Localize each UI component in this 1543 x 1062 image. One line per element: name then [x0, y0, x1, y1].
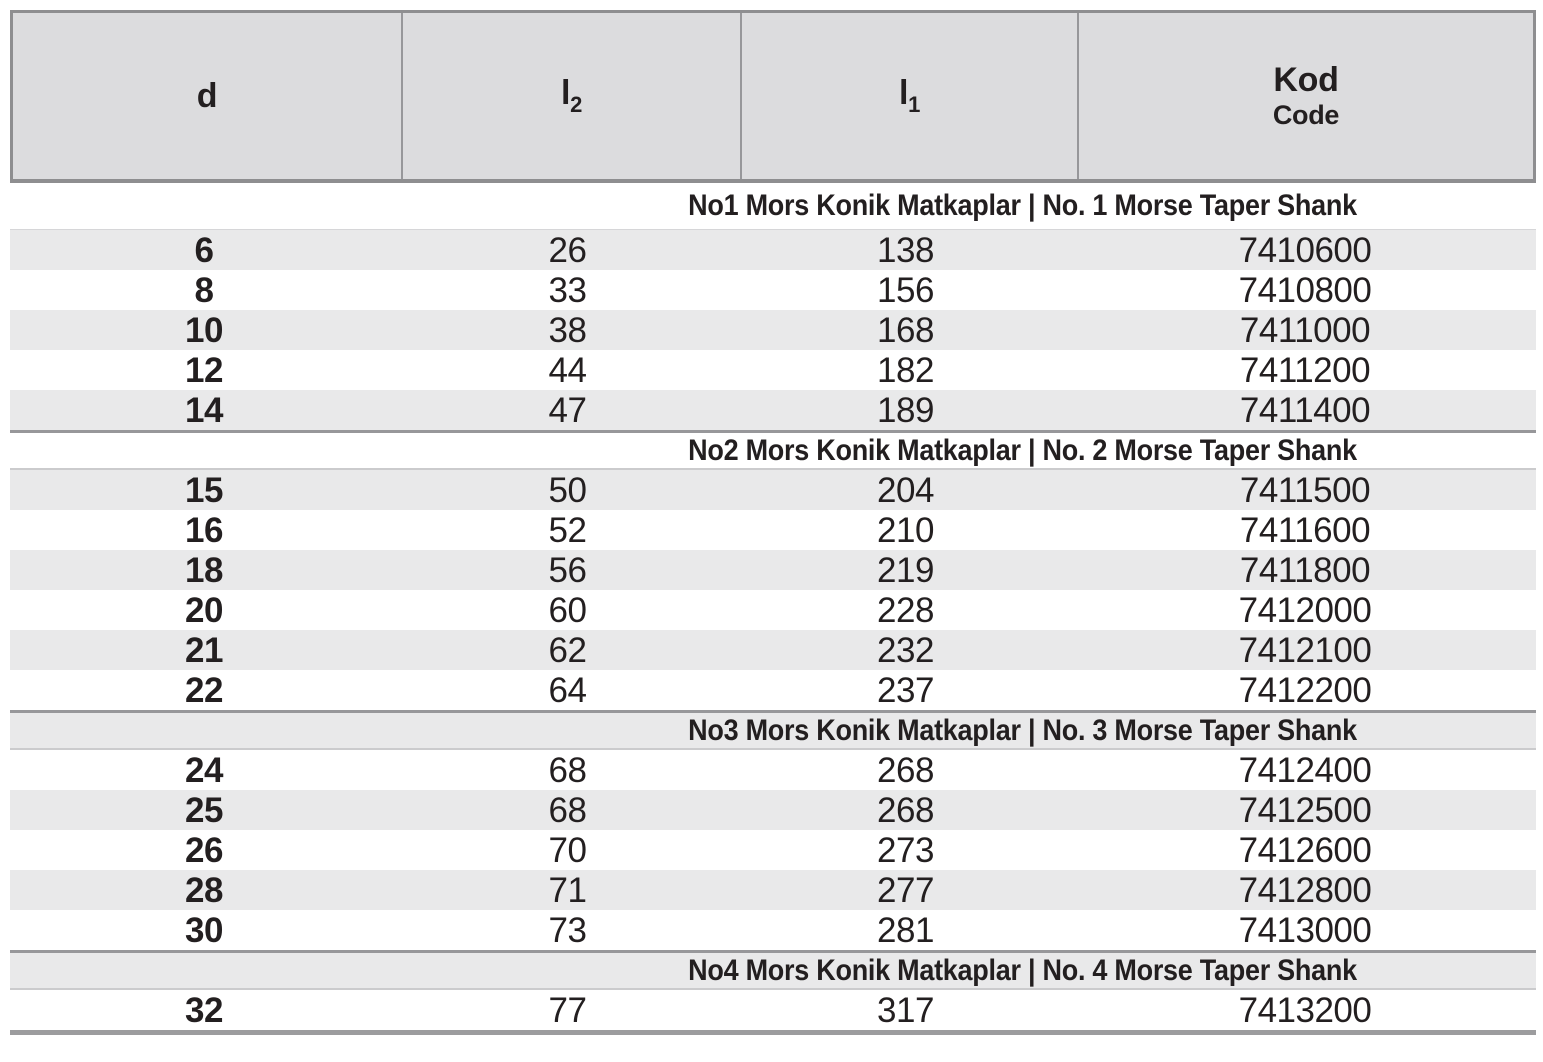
cell-l1: 232 — [877, 630, 934, 670]
table-row — [10, 990, 1536, 1030]
cell-l1: 268 — [877, 750, 934, 790]
column-header-code-label: Kod Code — [1272, 60, 1340, 131]
cell-code: 7412000 — [1238, 590, 1372, 630]
cell-d: 21 — [185, 630, 223, 670]
column-header-l1-label: $l_1$ — [898, 74, 921, 117]
section-title-row — [10, 430, 1536, 470]
cell-code: 7412100 — [1238, 630, 1372, 670]
cell-l1: 182 — [877, 350, 934, 390]
table-row — [10, 230, 1536, 270]
cell-code: 7412500 — [1238, 790, 1372, 830]
cell-code: 7413200 — [1238, 990, 1372, 1030]
cell-d: 28 — [185, 870, 223, 910]
cell-l1: 277 — [877, 870, 934, 910]
column-header-l2 — [401, 13, 740, 179]
cell-d: 18 — [185, 550, 223, 590]
table-body — [10, 183, 1536, 1030]
cell-d: 16 — [185, 510, 223, 550]
cell-l2: 60 — [548, 590, 587, 630]
morse-taper-drill-spec-table — [10, 10, 1536, 1035]
cell-d: 6 — [194, 230, 214, 270]
cell-l1: 273 — [877, 830, 934, 870]
cell-l1: 268 — [877, 790, 934, 830]
cell-l2: 52 — [548, 510, 587, 550]
cell-l2: 64 — [548, 670, 587, 710]
section-title-row — [10, 710, 1536, 750]
section-title-row — [10, 950, 1536, 990]
cell-code: 7412600 — [1238, 830, 1372, 870]
table-row — [10, 510, 1536, 550]
cell-d: 20 — [185, 590, 223, 630]
cell-l1: 204 — [877, 470, 934, 510]
cell-d: 10 — [185, 310, 223, 350]
cell-l2: 44 — [548, 350, 587, 390]
cell-l2: 47 — [548, 390, 587, 430]
cell-l2: 62 — [548, 630, 587, 670]
table-row — [10, 350, 1536, 390]
cell-l2: 77 — [548, 990, 587, 1030]
cell-d: 24 — [185, 750, 223, 790]
table-row — [10, 670, 1536, 710]
cell-code: 7412400 — [1238, 750, 1372, 790]
section-title: No2 Mors Konik Matkaplar | No. 2 Morse Taper Shank — [688, 433, 1358, 467]
cell-l1: 317 — [877, 990, 934, 1030]
cell-code: 7411600 — [1239, 510, 1371, 550]
cell-d: 8 — [194, 270, 214, 310]
cell-l2: 68 — [548, 790, 587, 830]
cell-l2: 26 — [548, 230, 587, 270]
cell-l1: 228 — [877, 590, 934, 630]
cell-code: 7411400 — [1239, 390, 1371, 430]
cell-l1: 210 — [877, 510, 934, 550]
column-header-code — [1077, 13, 1533, 179]
section-title: No1 Mors Konik Matkaplar | No. 1 Morse Taper Shank — [688, 189, 1358, 222]
table-row — [10, 790, 1536, 830]
table-row — [10, 910, 1536, 950]
cell-l2: 71 — [548, 870, 587, 910]
cell-l2: 56 — [548, 550, 587, 590]
table-row — [10, 590, 1536, 630]
cell-l2: 33 — [548, 270, 587, 310]
section-title: No4 Mors Konik Matkaplar | No. 4 Morse Taper Shank — [688, 953, 1358, 987]
cell-code: 7411800 — [1239, 550, 1371, 590]
cell-d: 15 — [185, 470, 223, 510]
cell-code: 7412200 — [1238, 670, 1372, 710]
table-row — [10, 310, 1536, 350]
table-row — [10, 830, 1536, 870]
section-title: No3 Mors Konik Matkaplar | No. 3 Morse Taper Shank — [688, 713, 1358, 747]
table-row — [10, 750, 1536, 790]
cell-code: 7413000 — [1238, 910, 1372, 950]
column-header-d — [13, 13, 401, 179]
cell-l1: 281 — [877, 910, 934, 950]
cell-d: 14 — [185, 390, 223, 430]
table-bottom-border — [10, 1030, 1536, 1035]
cell-d: 30 — [185, 910, 223, 950]
cell-l2: 70 — [548, 830, 587, 870]
cell-code: 7410600 — [1238, 230, 1372, 270]
cell-code: 7412800 — [1238, 870, 1372, 910]
cell-l1: 156 — [877, 270, 934, 310]
cell-code: 7411500 — [1239, 470, 1371, 510]
cell-l2: 73 — [548, 910, 587, 950]
column-header-l2-label: $l_2$ — [560, 74, 583, 117]
cell-code: 7411200 — [1239, 350, 1371, 390]
cell-l1: 138 — [877, 230, 934, 270]
cell-code: 7411000 — [1239, 310, 1371, 350]
column-header-l1 — [740, 13, 1077, 179]
cell-d: 22 — [185, 670, 223, 710]
table-row — [10, 870, 1536, 910]
cell-d: 32 — [185, 990, 223, 1030]
cell-l2: 68 — [548, 750, 587, 790]
cell-l1: 189 — [877, 390, 934, 430]
cell-l1: 237 — [877, 670, 934, 710]
table-row — [10, 390, 1536, 430]
section-title-row — [10, 183, 1536, 230]
cell-d: 25 — [185, 790, 223, 830]
cell-d: 26 — [185, 830, 223, 870]
cell-l1: 168 — [877, 310, 934, 350]
table-row — [10, 470, 1536, 510]
column-header-d-label: d — [196, 76, 218, 115]
table-row — [10, 270, 1536, 310]
table-header — [10, 10, 1536, 183]
table-row — [10, 550, 1536, 590]
cell-code: 7410800 — [1238, 270, 1372, 310]
cell-d: 12 — [185, 350, 223, 390]
table-row — [10, 630, 1536, 670]
cell-l2: 50 — [548, 470, 587, 510]
cell-l2: 38 — [548, 310, 587, 350]
cell-l1: 219 — [877, 550, 934, 590]
